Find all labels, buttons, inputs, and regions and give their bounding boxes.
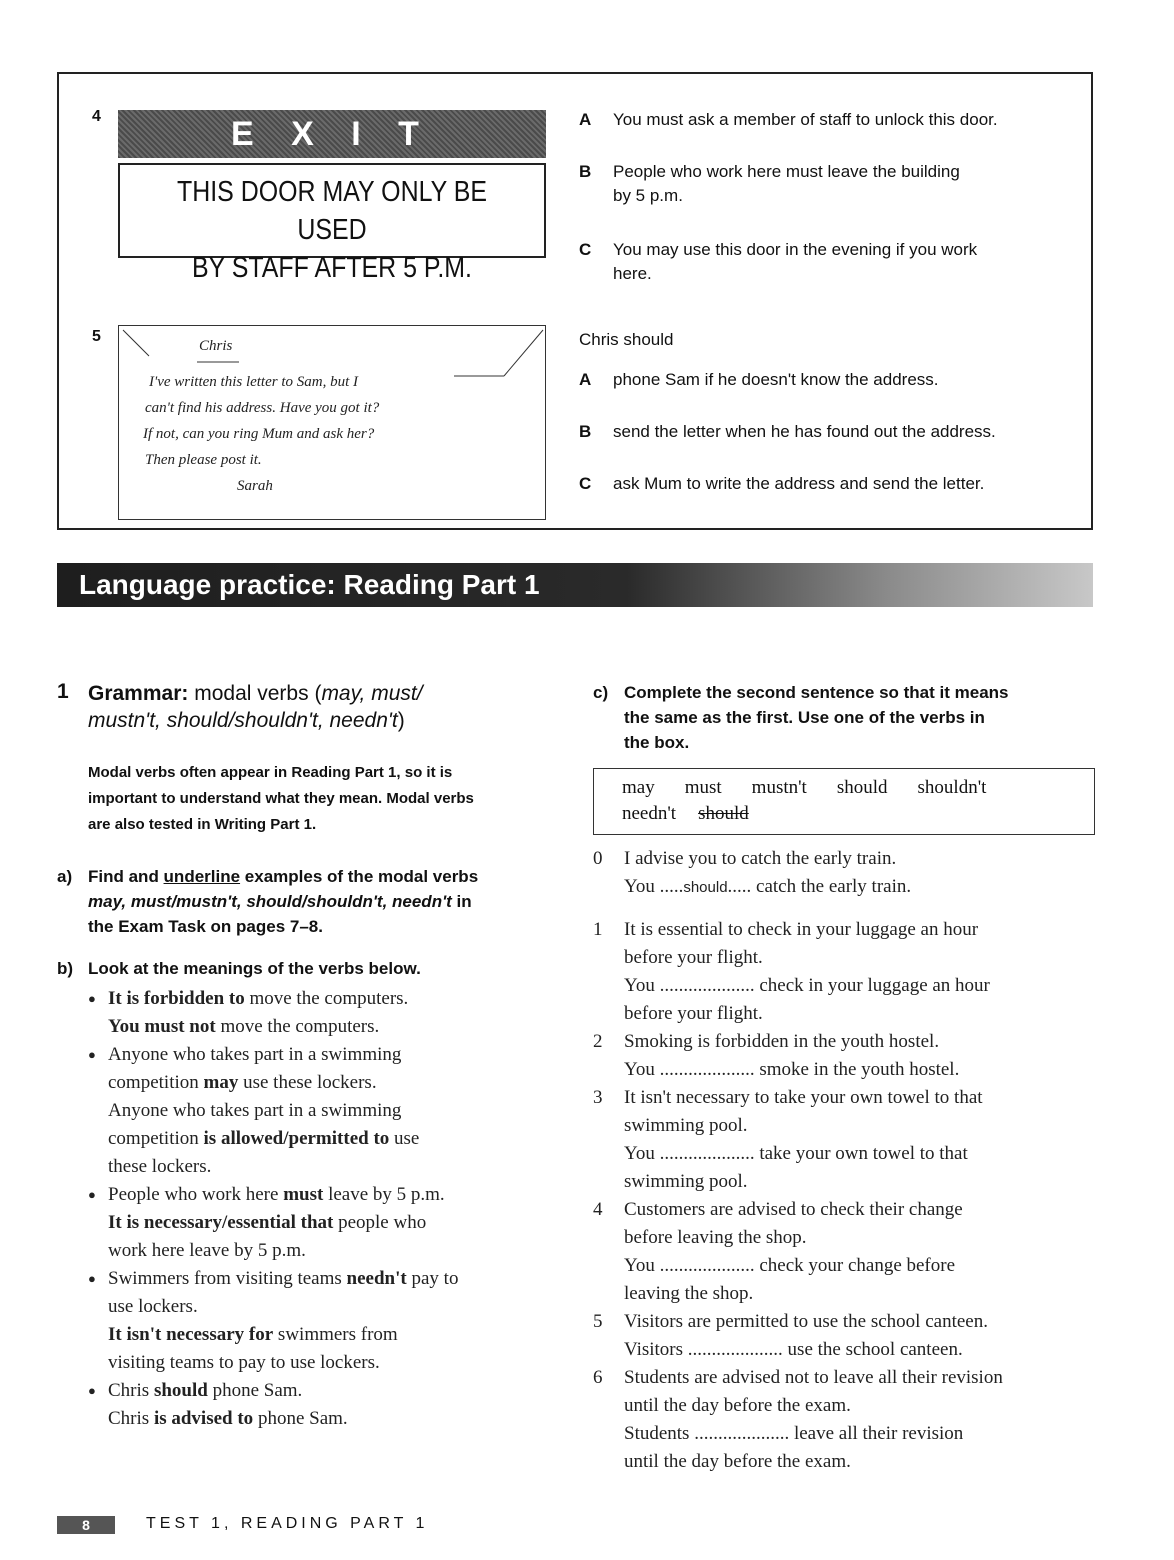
exercise-item <box>593 916 1098 1028</box>
modal-list: may, must/mustn't, should/shouldn't, needn't <box>88 892 452 911</box>
prompt-line: It isn't necessary to take your own towel to that <box>624 1087 983 1108</box>
notice-line-2: BY STAFF AFTER 5 P.M. <box>192 252 472 284</box>
text: the Exam Task on pages 7–8. <box>88 917 323 936</box>
option-letter: B <box>579 162 592 181</box>
part-b-title: Look at the meanings of the verbs below. <box>88 959 421 978</box>
verb-box <box>593 768 1095 835</box>
footer-label: TEST 1, READING PART 1 <box>146 1515 429 1532</box>
text: People who work here <box>108 1184 284 1205</box>
envelope-lines <box>119 326 547 521</box>
bold-phrase: should <box>153 1380 208 1401</box>
text: visiting teams to pay to use lockers. <box>108 1352 380 1373</box>
answer-blank[interactable]: You .................... <box>624 1059 755 1080</box>
text: Anyone who takes part in a swimming <box>108 1100 402 1121</box>
text: leave all their revision <box>789 1423 964 1444</box>
answer-blank[interactable]: Students .................... <box>624 1423 790 1444</box>
bullet-icon: ● <box>88 1383 96 1398</box>
answer-blank[interactable]: You .................... <box>624 975 755 996</box>
text: Anyone who takes part in a swimming <box>108 1044 402 1065</box>
text: leave by 5 p.m. <box>323 1184 445 1205</box>
text: You ..... <box>624 876 684 897</box>
handwritten-note <box>118 325 546 520</box>
q5-option-c[interactable] <box>579 472 984 496</box>
underline-word: underline <box>163 867 241 886</box>
answer-blank[interactable]: You .................... <box>624 1143 755 1164</box>
list-item <box>88 1377 558 1433</box>
list-item <box>88 1265 558 1377</box>
note-line-4: Then please post it. <box>145 452 262 468</box>
grammar-topic: modal verbs ( <box>188 682 322 705</box>
bold-phrase: needn't <box>346 1268 407 1289</box>
option-letter: C <box>579 240 592 259</box>
part-b-label: b) <box>57 959 74 978</box>
part-a-label: a) <box>57 867 73 886</box>
option-text: send the letter when he has found out the address. <box>613 422 996 441</box>
option-text: You must ask a member of staff to unlock this door. <box>613 110 998 129</box>
prompt-line: It is essential to check in your luggage an hour <box>624 919 979 940</box>
bullet-icon: ● <box>88 1047 96 1062</box>
text: in <box>451 892 472 911</box>
text: Chris <box>108 1380 154 1401</box>
item-number: 4 <box>593 1199 603 1220</box>
note-line-1: I've written this letter to Sam, but I <box>149 374 359 390</box>
text: Chris <box>108 1408 154 1429</box>
title-line: the box. <box>624 733 690 752</box>
bold-phrase: is advised to <box>153 1408 254 1429</box>
option-text: People who work here must leave the building <box>613 162 960 181</box>
bullet-icon: ● <box>88 1187 96 1202</box>
text: ..... catch the early train. <box>727 876 912 897</box>
exercise-item <box>593 1196 1098 1308</box>
bold-phrase: It isn't necessary for <box>108 1324 274 1345</box>
option-letter: A <box>579 110 592 129</box>
meaning-list <box>88 985 558 1433</box>
text: take your own towel to that <box>754 1143 968 1164</box>
answer-line-cont: before your flight. <box>624 1003 763 1024</box>
example-answer: should <box>683 879 728 896</box>
exercise-list <box>593 845 1098 1476</box>
q4-option-a[interactable] <box>579 108 998 132</box>
text: pay to <box>406 1268 459 1289</box>
answer-line[interactable] <box>624 972 1098 1000</box>
grammar-topic-close: ) <box>397 709 405 732</box>
item-number: 1 <box>593 919 603 940</box>
text: move the computers. <box>215 1016 380 1037</box>
exercise-item <box>593 1364 1098 1476</box>
intro-line: are also tested in Writing Part 1. <box>88 816 317 833</box>
list-item <box>88 1041 558 1181</box>
item-number: 6 <box>593 1367 603 1388</box>
bold-phrase: may <box>203 1072 239 1093</box>
bold-phrase: must <box>283 1184 324 1205</box>
bullet-icon: ● <box>88 991 96 1006</box>
note-line-3: If not, can you ring Mum and ask her? <box>143 426 375 442</box>
notice-line-1: THIS DOOR MAY ONLY BE USED <box>177 176 487 246</box>
part-c-label: c) <box>593 683 609 702</box>
text: these lockers. <box>108 1156 212 1177</box>
text: phone Sam. <box>207 1380 303 1401</box>
grammar-topic-line2: mustn't, should/shouldn't, needn't <box>88 709 398 732</box>
text: use the school canteen. <box>782 1339 963 1360</box>
verb-option: should <box>836 777 888 798</box>
prompt-line: until the day before the exam. <box>624 1395 851 1416</box>
verb-option: must <box>684 777 722 798</box>
intro-line: important to understand what they mean. Modal verbs <box>88 790 474 807</box>
option-text: You may use this door in the evening if you work <box>613 240 978 259</box>
intro-paragraph <box>88 760 474 838</box>
text: smoke in the youth hostel. <box>754 1059 960 1080</box>
text: swimmers from <box>273 1324 398 1345</box>
title-line: the same as the first. Use one of the verbs in <box>624 708 985 727</box>
prompt-line: before leaving the shop. <box>624 1227 807 1248</box>
answer-line[interactable] <box>624 1420 1098 1448</box>
list-item <box>88 985 558 1041</box>
bold-phrase: is allowed/permitted to <box>203 1128 390 1149</box>
text: Find and <box>88 867 164 886</box>
option-letter: C <box>579 474 592 493</box>
answer-line[interactable] <box>624 1252 1098 1280</box>
verb-row-2 <box>622 803 749 825</box>
exercise-item <box>593 845 1098 902</box>
q5-option-a[interactable] <box>579 368 939 392</box>
intro-line: Modal verbs often appear in Reading Part 1, so it is <box>88 764 453 781</box>
section-number: 1 <box>57 680 69 703</box>
q4-option-c[interactable] <box>579 238 977 286</box>
title-line: Complete the second sentence so that it means <box>624 683 1009 702</box>
verb-option: shouldn't <box>917 777 987 798</box>
q4-option-b[interactable] <box>579 160 960 208</box>
note-signature: Sarah <box>237 478 273 494</box>
verb-row-1 <box>622 777 986 799</box>
prompt-line: I advise you to catch the early train. <box>624 848 897 869</box>
q5-stem: Chris should <box>579 330 674 349</box>
answer-line-cont: leaving the shop. <box>624 1283 754 1304</box>
verb-option: mustn't <box>751 777 807 798</box>
q5-option-b[interactable] <box>579 420 996 444</box>
bold-phrase: It is forbidden to <box>108 988 245 1009</box>
exit-sign: E X I T <box>118 110 546 158</box>
grammar-topic-italic: may, must/ <box>321 682 423 705</box>
note-line-2: can't find his address. Have you got it? <box>145 400 380 416</box>
option-text-cont: by 5 p.m. <box>613 186 683 205</box>
text: check in your luggage an hour <box>754 975 990 996</box>
verb-option: needn't <box>622 803 677 824</box>
answer-line[interactable] <box>624 1336 1098 1364</box>
verb-option: may <box>622 777 655 798</box>
option-letter: B <box>579 422 592 441</box>
text: use <box>389 1128 420 1149</box>
section-banner: Language practice: Reading Part 1 <box>57 563 1093 607</box>
item-number: 0 <box>593 848 603 869</box>
option-text: ask Mum to write the address and send the letter. <box>613 474 985 493</box>
exercise-item <box>593 1084 1098 1196</box>
item-number: 5 <box>593 1311 603 1332</box>
answer-blank[interactable]: Visitors .................... <box>624 1339 783 1360</box>
text: work here leave by 5 p.m. <box>108 1240 306 1261</box>
list-item <box>88 1181 558 1265</box>
bold-phrase: You must not <box>108 1016 216 1037</box>
text: use lockers. <box>108 1296 198 1317</box>
grammar-heading <box>88 680 423 734</box>
text: check your change before <box>754 1255 956 1276</box>
bullet-icon: ● <box>88 1271 96 1286</box>
question-5-number: 5 <box>92 328 101 345</box>
text: use these lockers. <box>238 1072 377 1093</box>
answer-line-cont: swimming pool. <box>624 1171 748 1192</box>
door-notice <box>118 163 546 284</box>
text: people who <box>333 1212 427 1233</box>
exercise-item <box>593 1308 1098 1364</box>
option-text: phone Sam if he doesn't know the address. <box>613 370 939 389</box>
text: move the computers. <box>244 988 409 1009</box>
answer-blank[interactable]: You .................... <box>624 1255 755 1276</box>
grammar-label: Grammar: <box>88 682 189 705</box>
bold-phrase: It is necessary/essential that <box>108 1212 334 1233</box>
text: examples of the modal verbs <box>240 867 479 886</box>
answer-line <box>624 873 1098 902</box>
prompt-line: before your flight. <box>624 947 763 968</box>
verb-used: should <box>698 803 749 824</box>
text: Swimmers from visiting teams <box>108 1268 347 1289</box>
item-number: 3 <box>593 1087 603 1108</box>
prompt-line: swimming pool. <box>624 1115 748 1136</box>
question-4-number: 4 <box>92 108 101 125</box>
exercise-item <box>593 1028 1098 1084</box>
part-a-instruction <box>88 864 478 939</box>
text: phone Sam. <box>253 1408 348 1429</box>
prompt-line: Visitors are permitted to use the school canteen. <box>624 1311 988 1332</box>
page-number: 8 <box>57 1516 115 1534</box>
answer-line[interactable] <box>624 1140 1098 1168</box>
option-text-cont: here. <box>613 264 652 283</box>
text: competition <box>108 1128 204 1149</box>
answer-line[interactable] <box>624 1056 1098 1084</box>
prompt-line: Customers are advised to check their change <box>624 1199 963 1220</box>
part-c-title <box>624 680 1008 755</box>
answer-line-cont: until the day before the exam. <box>624 1451 851 1472</box>
text: competition <box>108 1072 204 1093</box>
note-recipient: Chris <box>199 338 233 354</box>
option-letter: A <box>579 370 592 389</box>
prompt-line: Students are advised not to leave all their revision <box>624 1367 1003 1388</box>
item-number: 2 <box>593 1031 603 1052</box>
prompt-line: Smoking is forbidden in the youth hostel. <box>624 1031 940 1052</box>
